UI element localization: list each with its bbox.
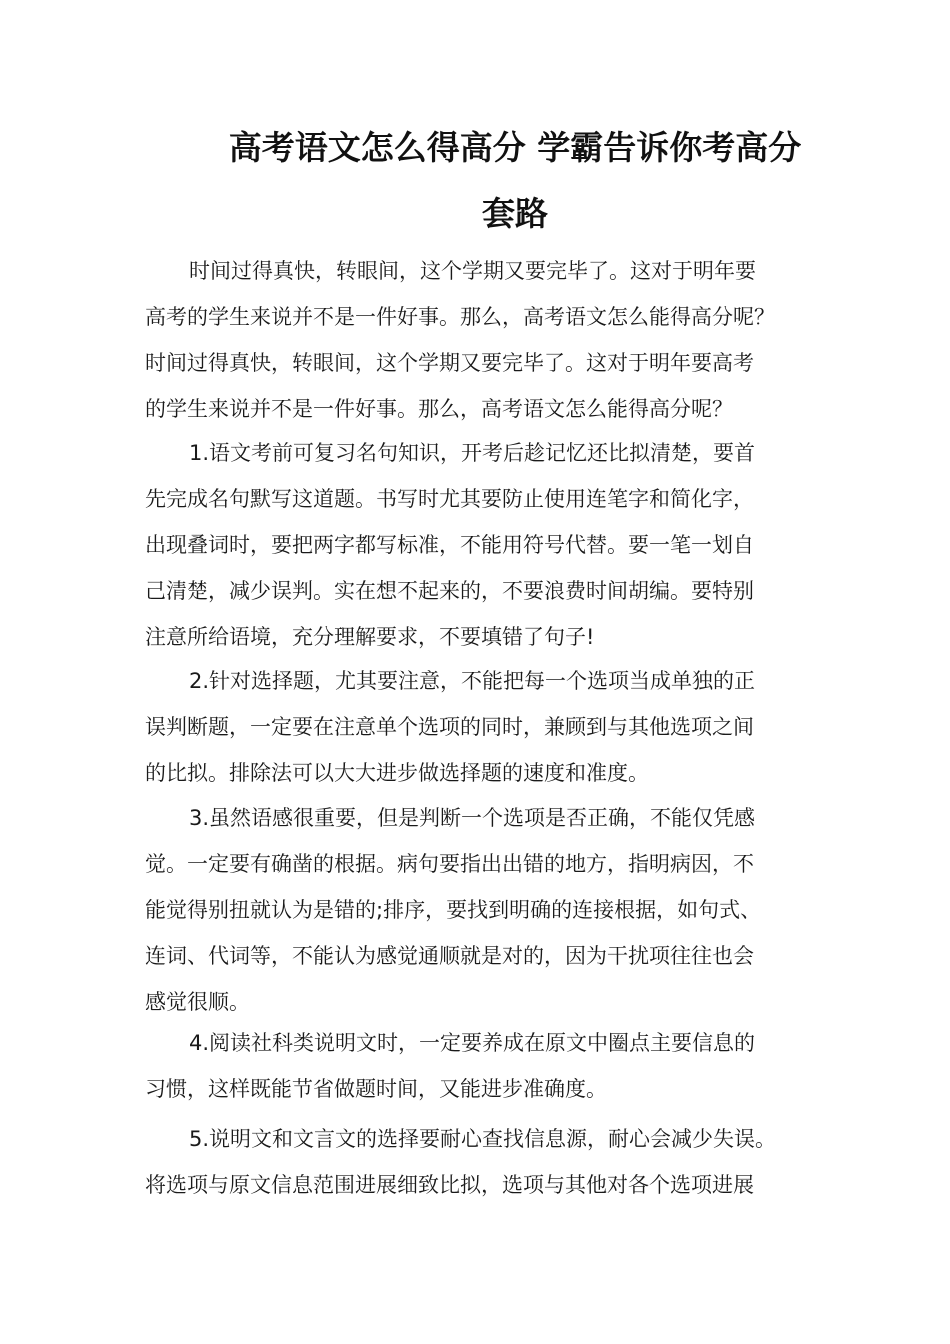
text-line: 高考的学生来说并不是一件好事。那么，高考语文怎么能得高分呢？ bbox=[145, 305, 775, 329]
paragraph-tip-3 bbox=[145, 795, 835, 1025]
text-line: 4.阅读社科类说明文时，一定要养成在原文中圈点主要信息的 bbox=[189, 1031, 756, 1055]
text-line: 误判断题，一定要在注意单个选项的同时，兼顾到与其他选项之间 bbox=[145, 715, 754, 739]
paragraph-tip-5 bbox=[145, 1116, 835, 1208]
text-line: 3.虽然语感很重要，但是判断一个选项是否正确，不能仅凭感 bbox=[189, 806, 756, 830]
text-line: 觉。一定要有确凿的根据。病句要指出出错的地方，指明病因，不 bbox=[145, 852, 754, 876]
text-line: 时间过得真快，转眼间，这个学期又要完毕了。这对于明年要 bbox=[189, 259, 756, 283]
text-line: 习惯，这样既能节省做题时间，又能进步准确度。 bbox=[145, 1077, 607, 1101]
text-line: 先完成名句默写这道题。书写时尤其要防止使用连笔字和简化字， bbox=[145, 487, 754, 511]
text-line: 连词、代词等，不能认为感觉通顺就是对的，因为干扰项往往也会 bbox=[145, 944, 754, 968]
text-line: 己清楚，减少误判。实在想不起来的，不要浪费时间胡编。要特别 bbox=[145, 579, 754, 603]
paragraph-intro bbox=[145, 248, 835, 432]
text-line: 时间过得真快，转眼间，这个学期又要完毕了。这对于明年要高考 bbox=[145, 351, 754, 375]
text-line: 1.语文考前可复习名句知识，开考后趁记忆还比拟清楚，要首 bbox=[189, 441, 756, 465]
paragraph-tip-1 bbox=[145, 430, 835, 660]
text-line: 能觉得别扭就认为是错的;排序，要找到明确的连接根据，如句式、 bbox=[145, 898, 762, 922]
text-line: 感觉很顺。 bbox=[145, 990, 250, 1014]
text-line: 出现叠词时，要把两字都写标准，不能用符号代替。要一笔一划自 bbox=[145, 533, 754, 557]
text-line: 注意所给语境，充分理解要求，不要填错了句子! bbox=[145, 625, 595, 649]
document-title-line-1: 高考语文怎么得高分 学霸告诉你考高分 bbox=[228, 128, 802, 167]
text-line: 5.说明文和文言文的选择要耐心查找信息源，耐心会减少失误。 bbox=[189, 1127, 777, 1151]
text-line: 的比拟。排除法可以大大进步做选择题的速度和准度。 bbox=[145, 761, 649, 785]
document-title-line-2: 套路 bbox=[482, 194, 548, 233]
paragraph-tip-4 bbox=[145, 1020, 835, 1112]
text-line: 的学生来说并不是一件好事。那么，高考语文怎么能得高分呢？ bbox=[145, 397, 733, 421]
text-line: 将选项与原文信息范围进展细致比拟，选项与其他对各个选项进展 bbox=[145, 1173, 754, 1197]
paragraph-tip-2 bbox=[145, 658, 835, 796]
text-line: 2.针对选择题，尤其要注意，不能把每一个选项当成单独的正 bbox=[189, 669, 756, 693]
